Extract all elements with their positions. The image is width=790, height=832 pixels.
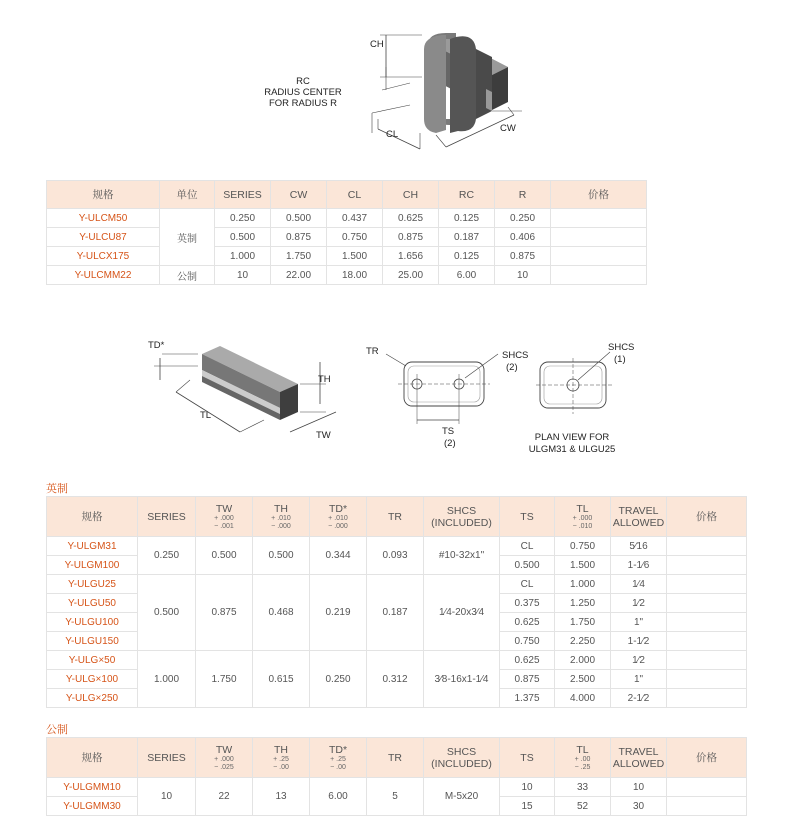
shcs-head: SHCS	[446, 745, 477, 758]
travel-cell: 1⁄2	[611, 594, 667, 613]
tw-head: TW	[215, 502, 233, 515]
tl-cell: 1.000	[555, 575, 611, 594]
travel-cell: 1⁄2	[611, 651, 667, 670]
series-cell: 0.250	[215, 209, 271, 228]
ch-label: CH	[370, 39, 384, 50]
price-cell	[551, 266, 647, 285]
tl-cell: 1.500	[555, 556, 611, 575]
col-cl: CL	[327, 181, 383, 209]
td-tol-plus: + .010	[328, 514, 348, 522]
th-tol-minus: − .000	[271, 522, 291, 530]
td-cell: 0.344	[310, 537, 367, 575]
model-cell[interactable]: Y-ULCMM22	[47, 266, 160, 285]
travel-cell: 1-1⁄2	[611, 632, 667, 651]
ts-count: (2)	[444, 438, 456, 449]
series-cell: 10	[215, 266, 271, 285]
tw-cell: 0.500	[196, 537, 253, 575]
td-cell: 6.00	[310, 778, 367, 816]
ch-cell: 0.875	[383, 228, 439, 247]
cl-cell: 0.437	[327, 209, 383, 228]
unit-cell: 英制	[160, 209, 215, 266]
gib-drawing	[140, 332, 350, 447]
td-head: TD*	[328, 502, 348, 515]
price-cell	[667, 778, 747, 797]
shcs-cell: 1⁄4-20x3⁄4	[424, 575, 500, 651]
tl-tol-plus: + .000	[572, 514, 593, 522]
rc-label-line3: FOR RADIUS R	[268, 98, 338, 109]
col-travel	[611, 497, 667, 537]
table-row	[47, 778, 747, 797]
shcs-head-sub: (INCLUDED)	[431, 516, 492, 529]
model-cell[interactable]: Y-ULGM100	[47, 556, 138, 575]
price-cell	[551, 228, 647, 247]
price-cell	[667, 689, 747, 708]
tl-cell: 52	[555, 797, 611, 816]
model-cell[interactable]: Y-ULGMM10	[47, 778, 138, 797]
cross-slide-table	[46, 180, 647, 285]
th-tol-plus: + .010	[271, 514, 291, 522]
table-row	[47, 575, 747, 594]
model-cell[interactable]: Y-ULGM31	[47, 537, 138, 556]
td-label: TD*	[148, 340, 165, 351]
price-cell	[667, 797, 747, 816]
unit-cell: 公制	[160, 266, 215, 285]
table-row	[47, 651, 747, 670]
cl-label: CL	[386, 129, 399, 140]
col-price: 价格	[551, 181, 647, 209]
th-cell: 13	[253, 778, 310, 816]
tl-cell: 2.000	[555, 651, 611, 670]
tw-cell: 0.875	[196, 575, 253, 651]
tr-label: TR	[366, 346, 379, 357]
travel-head-sub: ALLOWED	[612, 516, 665, 529]
tl-label: TL	[200, 410, 212, 421]
col-th	[253, 497, 310, 537]
tl-cell: 33	[555, 778, 611, 797]
shcs1-count: (1)	[614, 354, 626, 365]
td-cell: 0.219	[310, 575, 367, 651]
price-cell	[667, 594, 747, 613]
tl-cell: 4.000	[555, 689, 611, 708]
col-tw	[196, 738, 253, 778]
cw-cell: 22.00	[271, 266, 327, 285]
col-travel	[611, 738, 667, 778]
rc-cell: 0.125	[439, 247, 495, 266]
rc-cell: 0.125	[439, 209, 495, 228]
ch-cell: 25.00	[383, 266, 439, 285]
travel-cell: 30	[611, 797, 667, 816]
ch-cell: 0.625	[383, 209, 439, 228]
price-cell	[667, 670, 747, 689]
ts-cell: 0.625	[500, 651, 555, 670]
shcs2-label: SHCS	[502, 350, 529, 361]
model-cell[interactable]: Y-ULGU50	[47, 594, 138, 613]
col-series: SERIES	[138, 497, 196, 537]
tw-tol-plus: + .000	[214, 514, 234, 522]
col-tr: TR	[367, 497, 424, 537]
price-cell	[667, 613, 747, 632]
tl-cell: 2.500	[555, 670, 611, 689]
travel-cell: 1"	[611, 670, 667, 689]
col-td	[310, 497, 367, 537]
tr-cell: 0.093	[367, 537, 424, 575]
tw-cell: 22	[196, 778, 253, 816]
rc-cell: 6.00	[439, 266, 495, 285]
ts-cell: 0.875	[500, 670, 555, 689]
td-tol-minus: − .000	[328, 522, 348, 530]
ts-cell: CL	[500, 575, 555, 594]
r-cell: 0.875	[495, 247, 551, 266]
th-tol-plus: + .25	[273, 755, 289, 763]
tl-head: TL	[576, 743, 589, 756]
r-cell: 0.250	[495, 209, 551, 228]
ts-cell: 0.375	[500, 594, 555, 613]
model-cell[interactable]: Y-ULCU87	[47, 228, 160, 247]
tr-cell: 0.312	[367, 651, 424, 708]
th-cell: 0.468	[253, 575, 310, 651]
model-cell[interactable]: Y-ULCX175	[47, 247, 160, 266]
gib-imperial-table	[46, 496, 747, 708]
th-head: TH	[274, 502, 288, 515]
th-cell: 0.500	[253, 537, 310, 575]
price-cell	[667, 537, 747, 556]
model-cell[interactable]: Y-ULG×50	[47, 651, 138, 670]
tl-head: TL	[576, 502, 589, 515]
model-cell[interactable]: Y-ULCM50	[47, 209, 160, 228]
th-head: TH	[274, 743, 288, 756]
travel-cell: 2-1⁄2	[611, 689, 667, 708]
price-cell	[667, 632, 747, 651]
shcs-head-sub: (INCLUDED)	[431, 757, 492, 770]
plan-view-label: PLAN VIEW FOR	[534, 432, 610, 443]
col-ch: CH	[383, 181, 439, 209]
tl-cell: 2.250	[555, 632, 611, 651]
series-cell: 1.000	[138, 651, 196, 708]
table-row	[47, 537, 747, 556]
tr-cell: 5	[367, 778, 424, 816]
cw-cell: 0.875	[271, 228, 327, 247]
tw-label: TW	[316, 430, 331, 441]
col-model: 规格	[47, 497, 138, 537]
table-row	[47, 247, 647, 266]
travel-cell: 1"	[611, 613, 667, 632]
table-row	[47, 209, 647, 228]
col-series: SERIES	[138, 738, 196, 778]
series-cell: 1.000	[215, 247, 271, 266]
r-cell: 0.406	[495, 228, 551, 247]
col-ts: TS	[500, 497, 555, 537]
price-cell	[667, 556, 747, 575]
shcs-head: SHCS	[446, 504, 477, 517]
col-price: 价格	[667, 497, 747, 537]
cw-label: CW	[500, 123, 516, 134]
col-tr: TR	[367, 738, 424, 778]
ts-cell: CL	[500, 537, 555, 556]
gib-plan-drawing	[362, 338, 652, 463]
rc-label-line2: RADIUS CENTER	[264, 87, 342, 98]
col-tl	[555, 497, 611, 537]
col-rc: RC	[439, 181, 495, 209]
tr-cell: 0.187	[367, 575, 424, 651]
price-cell	[551, 209, 647, 228]
model-cell[interactable]: Y-ULGMM30	[47, 797, 138, 816]
col-model: 规格	[47, 738, 138, 778]
travel-head: TRAVEL	[618, 504, 659, 517]
cl-cell: 1.500	[327, 247, 383, 266]
ts-cell: 0.625	[500, 613, 555, 632]
col-model: 规格	[47, 181, 160, 209]
travel-cell: 1-1⁄6	[611, 556, 667, 575]
rc-label: RC	[296, 76, 310, 87]
cw-cell: 0.500	[271, 209, 327, 228]
col-r: R	[495, 181, 551, 209]
gib-metric-table	[46, 737, 747, 816]
r-cell: 10	[495, 266, 551, 285]
travel-head-sub: ALLOWED	[612, 757, 665, 770]
model-cell[interactable]: Y-ULGU100	[47, 613, 138, 632]
travel-cell: 5⁄16	[611, 537, 667, 556]
plan-view-models: ULGM31 & ULGU25	[528, 444, 616, 455]
ts-cell: 15	[500, 797, 555, 816]
price-cell	[667, 651, 747, 670]
cw-cell: 1.750	[271, 247, 327, 266]
shcs2-count: (2)	[506, 362, 518, 373]
section-metric: 公制	[46, 724, 68, 736]
series-cell: 10	[138, 778, 196, 816]
col-tl	[555, 738, 611, 778]
td-cell: 0.250	[310, 651, 367, 708]
model-cell[interactable]: Y-ULG×100	[47, 670, 138, 689]
ts-cell: 0.500	[500, 556, 555, 575]
cross-slide-drawing	[260, 15, 550, 175]
tl-cell: 0.750	[555, 537, 611, 556]
travel-cell: 10	[611, 778, 667, 797]
tw-head: TW	[215, 743, 233, 756]
travel-cell: 1⁄4	[611, 575, 667, 594]
tl-cell: 1.750	[555, 613, 611, 632]
tw-tol-plus: + .000	[214, 755, 234, 763]
th-cell: 0.615	[253, 651, 310, 708]
cl-cell: 0.750	[327, 228, 383, 247]
price-cell	[667, 575, 747, 594]
travel-head: TRAVEL	[618, 745, 659, 758]
tl-tol-plus: + .00	[574, 755, 591, 763]
col-ts: TS	[500, 738, 555, 778]
col-series: SERIES	[215, 181, 271, 209]
model-cell[interactable]: Y-ULGU25	[47, 575, 138, 594]
col-cw: CW	[271, 181, 327, 209]
shcs-cell: #10-32x1"	[424, 537, 500, 575]
td-tol-plus: + .25	[330, 755, 346, 763]
tw-cell: 1.750	[196, 651, 253, 708]
ts-cell: 0.750	[500, 632, 555, 651]
model-cell[interactable]: Y-ULG×250	[47, 689, 138, 708]
tl-tol-minus: − .010	[572, 522, 593, 530]
price-cell	[551, 247, 647, 266]
ts-cell: 1.375	[500, 689, 555, 708]
series-cell: 0.250	[138, 537, 196, 575]
col-th	[253, 738, 310, 778]
col-td	[310, 738, 367, 778]
tw-tol-minus: − .001	[214, 522, 234, 530]
cl-cell: 18.00	[327, 266, 383, 285]
td-head: TD*	[328, 743, 348, 756]
ts-label: TS	[442, 426, 455, 437]
shcs1-label: SHCS	[608, 342, 635, 353]
table-row	[47, 266, 647, 285]
col-unit: 单位	[160, 181, 215, 209]
col-price: 价格	[667, 738, 747, 778]
tw-tol-minus: − .025	[214, 763, 234, 771]
shcs-cell: M-5x20	[424, 778, 500, 816]
tl-tol-minus: − .25	[574, 763, 591, 771]
ch-cell: 1.656	[383, 247, 439, 266]
col-shcs	[424, 738, 500, 778]
col-tw	[196, 497, 253, 537]
section-imperial: 英制	[46, 483, 68, 495]
table-row	[47, 228, 647, 247]
series-cell: 0.500	[138, 575, 196, 651]
shcs-cell: 3⁄8-16x1-1⁄4	[424, 651, 500, 708]
ts-cell: 10	[500, 778, 555, 797]
col-shcs	[424, 497, 500, 537]
th-tol-minus: − .00	[273, 763, 289, 771]
td-tol-minus: − .00	[330, 763, 346, 771]
rc-cell: 0.187	[439, 228, 495, 247]
th-label: TH	[318, 374, 331, 385]
tl-cell: 1.250	[555, 594, 611, 613]
series-cell: 0.500	[215, 228, 271, 247]
model-cell[interactable]: Y-ULGU150	[47, 632, 138, 651]
